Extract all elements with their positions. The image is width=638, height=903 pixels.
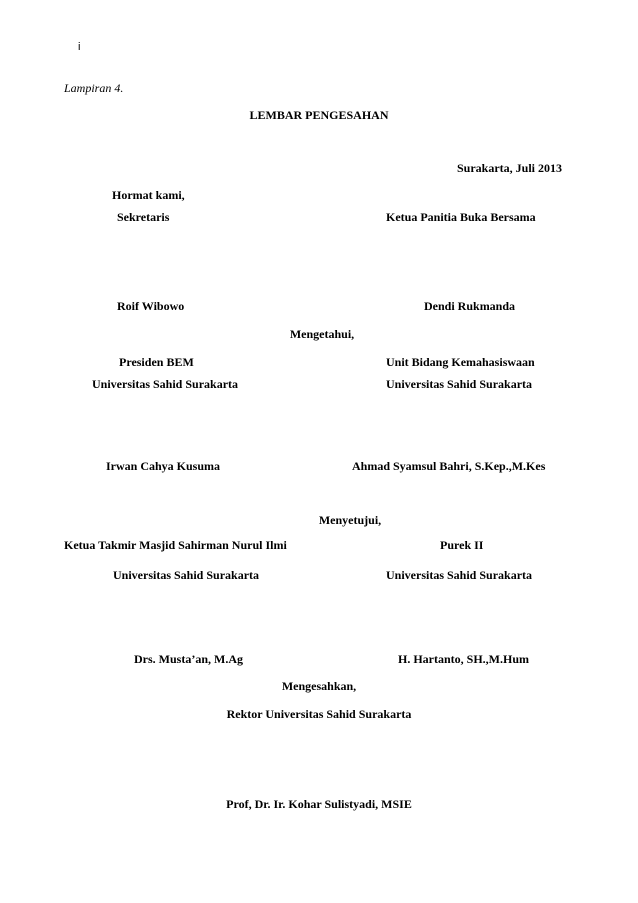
page-number: i [78, 41, 81, 53]
rector-name: Prof, Dr. Ir. Kohar Sulistyadi, MSIE [226, 797, 412, 811]
bem-president-role: Presiden BEM [119, 355, 194, 369]
approved-label: Menyetujui, [318, 513, 382, 527]
bem-president-name: Irwan Cahya Kusuma [106, 459, 221, 473]
vice-rector-org: Universitas Sahid Surakarta [386, 568, 533, 582]
rector-role: Rektor Universitas Sahid Surakarta [226, 707, 412, 721]
committee-chair-name: Dendi Rukmanda [424, 299, 516, 313]
bem-president-org: Universitas Sahid Surakarta [92, 377, 239, 391]
secretary-name: Roif Wibowo [117, 299, 185, 313]
mosque-chair-org: Universitas Sahid Surakarta [113, 568, 260, 582]
student-affairs-role: Unit Bidang Kemahasiswaan [386, 355, 535, 369]
document-title: LEMBAR PENGESAHAN [249, 108, 389, 122]
vice-rector-name: H. Hartanto, SH.,M.Hum [398, 652, 529, 666]
mosque-chair-role: Ketua Takmir Masjid Sahirman Nurul Ilmi [64, 538, 287, 552]
mosque-chair-name: Drs. Musta’an, M.Ag [134, 652, 243, 666]
acknowledged-label: Mengetahui, [289, 327, 355, 341]
student-affairs-org: Universitas Sahid Surakarta [386, 377, 533, 391]
place-date: Surakarta, Juli 2013 [456, 161, 562, 175]
ratified-label: Mengesahkan, [281, 679, 357, 693]
secretary-role: Sekretaris [117, 210, 170, 224]
vice-rector-role: Purek II [440, 538, 484, 552]
attachment-label: Lampiran 4. [64, 81, 124, 95]
committee-chair-role: Ketua Panitia Buka Bersama [386, 210, 536, 224]
student-affairs-name: Ahmad Syamsul Bahri, S.Kep.,M.Kes [352, 459, 546, 473]
greeting: Hormat kami, [112, 188, 185, 202]
